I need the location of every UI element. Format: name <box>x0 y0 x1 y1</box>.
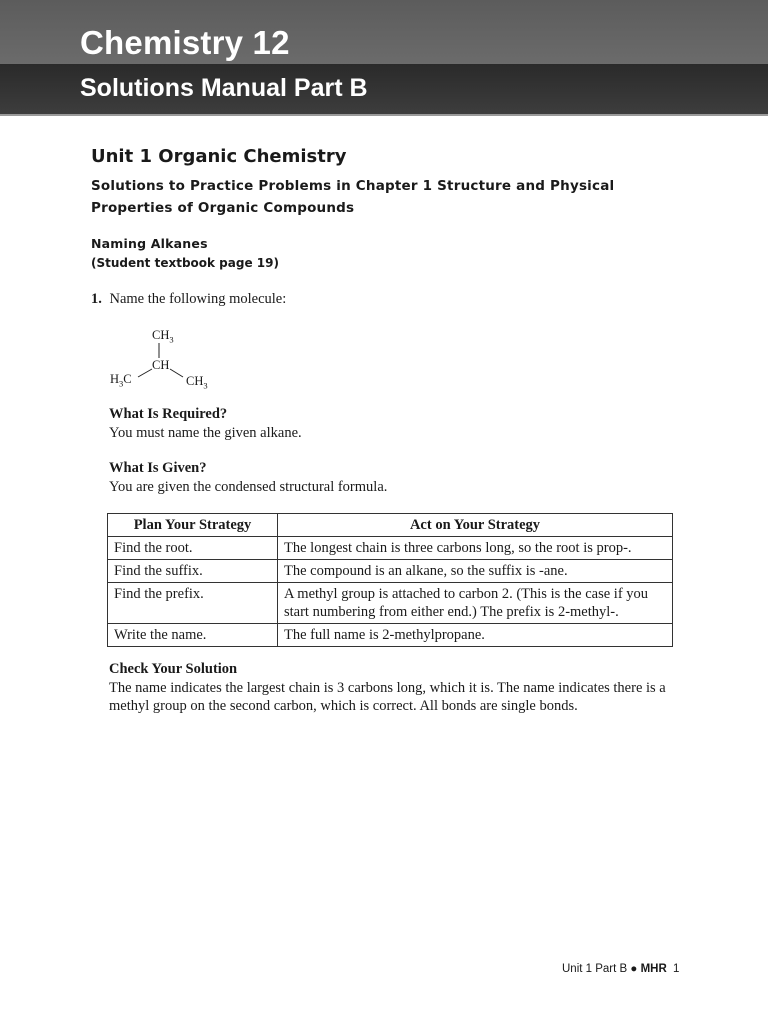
required-text: You must name the given alkane. <box>109 425 302 441</box>
methyl-right-label: $CH_3$ <box>186 374 208 391</box>
plan-cell: Write the name. <box>108 624 278 647</box>
act-cell: The longest chain is three carbons long, so the root is prop-. <box>278 537 673 560</box>
table-row <box>108 624 673 647</box>
strategy-table <box>107 513 673 647</box>
bond-left <box>138 369 152 377</box>
table-header-row <box>108 514 673 537</box>
table-row <box>108 560 673 583</box>
book-subtitle: Solutions Manual Part B <box>80 74 368 102</box>
act-cell: A methyl group is attached to carbon 2. (This is the case if you start numbering from either end.) The prefix is 2-methyl-. <box>278 583 673 624</box>
ch-center-label: CH <box>152 358 170 372</box>
methyl-top-label: $CH_3$ <box>152 328 174 345</box>
question-text: Name the following molecule: <box>109 291 287 307</box>
act-cell: The compound is an alkane, so the suffix is -ane. <box>278 560 673 583</box>
book-title: Chemistry 12 <box>80 24 290 61</box>
table-row <box>108 537 673 560</box>
bond-right <box>170 369 183 377</box>
given-text: You are given the condensed structural formula. <box>109 479 388 495</box>
act-header: Act on Your Strategy <box>278 514 673 537</box>
table-row <box>108 583 673 624</box>
plan-header: Plan Your Strategy <box>108 514 278 537</box>
question-number: 1. <box>91 291 102 307</box>
plan-cell: Find the suffix. <box>108 560 278 583</box>
page-footer <box>562 963 679 975</box>
section-heading: Naming Alkanes <box>91 236 208 251</box>
molecule-structure <box>108 326 218 390</box>
footer-publisher: MHR <box>640 963 667 975</box>
footer-bullet: ● <box>630 963 638 975</box>
plan-cell: Find the root. <box>108 537 278 560</box>
check-text: The name indicates the largest chain is 3 carbons long, which it is. The name indicates there is a methyl group on the second carbon, which is correct. All bonds are single bonds. <box>109 680 666 714</box>
page-reference: (Student textbook page 19) <box>91 256 279 270</box>
chapter-heading: Solutions to Practice Problems in Chapter 1 Structure and Physical Properties of Organic Compounds <box>91 178 615 216</box>
required-title: What Is Required? <box>109 406 228 422</box>
check-title: Check Your Solution <box>109 661 238 677</box>
banner-divider <box>0 114 768 116</box>
given-title: What Is Given? <box>109 460 207 476</box>
unit-heading: Unit 1 Organic Chemistry <box>91 146 347 167</box>
act-cell: The full name is 2-methylpropane. <box>278 624 673 647</box>
plan-cell: Find the prefix. <box>108 583 278 624</box>
page-number: 1 <box>672 963 680 975</box>
header-banner <box>0 0 768 116</box>
methyl-left-label: $H_3C$ <box>110 372 132 389</box>
question-1 <box>91 291 286 308</box>
footer-label: Unit 1 Part B <box>562 963 628 975</box>
